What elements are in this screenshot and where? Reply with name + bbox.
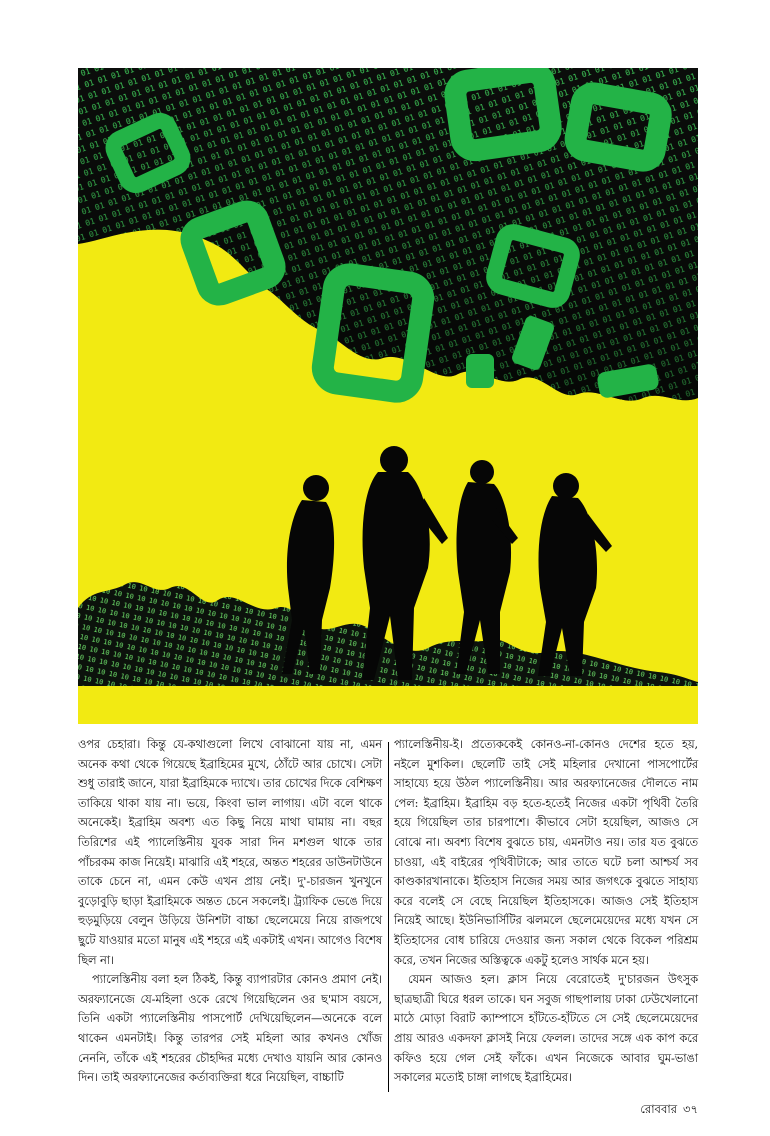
article-illustration: [78, 68, 698, 724]
article-column-right: [394, 735, 698, 1095]
paragraph: প্যালেস্তিনীয়-ই। প্রত্যেককেই কোনও-না-কোনও দেশের হতে হয়, নইলে মুশকিল। ছেলেটি তাই সেই মহিলার দেখানো পাসপোর্টের সাহায্যে হয়ে উঠল প্যালেস্তিনীয়। আর অরফ্যানেজের দৌলতে নাম পেল: ইব্রাহিম। ইব্রাহিম বড় হতে-হতেই নিজের একটা পৃথিবী তৈরি হয়ে গিয়েছিল তার চারপাশে। কীভাবে সেটা হয়েছিল, আজও সে বোঝে না। অবশ্য বিশেষ বুঝতে চায়, এমনটাও নয়। তার যত বুঝতে চাওয়া, এই বাইরের পৃথিবীটাকে; আর তাতে ঘটে চলা আশ্চর্য সব কাণ্ডকারখানাকে। ইতিহাস নিজের সময় আর জগৎকে বুঝতে সাহায্য করে বলেই সে বেছে নিয়েছিল ইতিহাসকে। আজও সেই ইতিহাস নিয়েই আছে। ইউনিভার্সিটির ঝলমলে ছেলেমেয়েদের মধ্যে যখন সে ইতিহাসের বোধ চারিয়ে দেওয়ার জন্য সকাল থেকে বিকেল পরিশ্রম করে, তখন নিজের অস্তিত্বকে একটু হলেও সার্থক মনে হয়।: [394, 737, 698, 967]
paragraph: ওপর চেহারা। কিন্তু যে-কথাগুলো লিখে বোঝানো যায় না, এমন অনেক কথা থেকে গিয়েছে ইব্রাহিমের মুখে, ঠোঁটে আর চোখে। সেটা শুধু তারাই জানে, যারা ইব্রাহিমকে দ্যাখে। তার চোখের দিকে বেশিক্ষণ তাকিয়ে থাকা যায় না। ভয়ে, কিংবা ভাল লাগায়। এটা বলে থাকে অনেকেই। ইব্রাহিম অবশ্য এত কিছু নিয়ে মাথা ঘামায় না। বছর তিরিশের এই প্যালেস্তিনীয় যুবক সারা দিন মশগুল থাকে তার পাঁচরকম কাজ নিয়েই। মাঝারি এই শহরে, অন্তত শহরের ডাউনটাউনে তাকে চেনে না, এমন কেউ এখন প্রায় নেই। দু'-চারজন খুনখুনে বুড়োবুড়ি ছাড়া ইব্রাহিমকে অন্তত চেনে সকলেই। ট্র্যাফিক ভেঙে দিয়ে হুড়মুড়িয়ে বেলুন উড়িয়ে উনিশটা বাচ্চা ছেলেমেয়ে নিয়ে রাজপথে ছুটে যাওয়ার মতো মানুষ এই শহরে এই একটাই এখন। আগেও বিশেষ ছিল না।: [78, 737, 382, 967]
paragraph: প্যালেস্তিনীয় বলা হল ঠিকই, কিন্তু ব্যাপারটার কোনও প্রমাণ নেই। অরফ্যানেজে যে-মহিলা ওকে রেখে গিয়েছিলেন ওর ছ'মাস বয়সে, তিনি একটা প্যালেস্তিনীয় পাসপোর্ট দেখিয়েছিলেন—অনেকে বলে থাকেন এমনটাই। কিন্তু তারপর সেই মহিলা আর কখনও খোঁজ নেননি, তাঁকে এই শহরের চৌহদ্দির মধ্যে দেখাও যায়নি আর কোনও দিন। তাই অরফ্যানেজের কর্তাব্যক্তিরা ধরে নিয়েছিল, বাচ্চাটি: [78, 972, 382, 1085]
page-footer: [640, 1101, 698, 1120]
paragraph: যেমন আজও হল। ক্লাস নিয়ে বেরোতেই দু'চারজন উৎসুক ছাত্রছাত্রী ঘিরে ধরল তাকে। ঘন সবুজ গাছপালায় ঢাকা ঢেউখেলানো মাঠে মোড়া বিরাট ক্যাম্পাসে হাঁটতে-হাঁটতে সে সেই ছেলেমেয়েদের প্রায় আরও একদফা ক্লাসই নিয়ে ফেলল। তাদের সঙ্গে এক কাপ করে কফিও হয়ে গেল সেই ফাঁকে। এখন নিজেকে আবার ঘুম-ভাঙা সকালের মতোই চাঙ্গা লাগছে ইব্রাহিমের।: [394, 972, 698, 1085]
people-silhouettes-binary-code-icon: [78, 68, 698, 724]
column-divider: [388, 742, 389, 1092]
article-column-left: [78, 735, 382, 1095]
magazine-name: রোববার: [640, 1102, 678, 1116]
page-number: ৩৭: [683, 1102, 698, 1116]
